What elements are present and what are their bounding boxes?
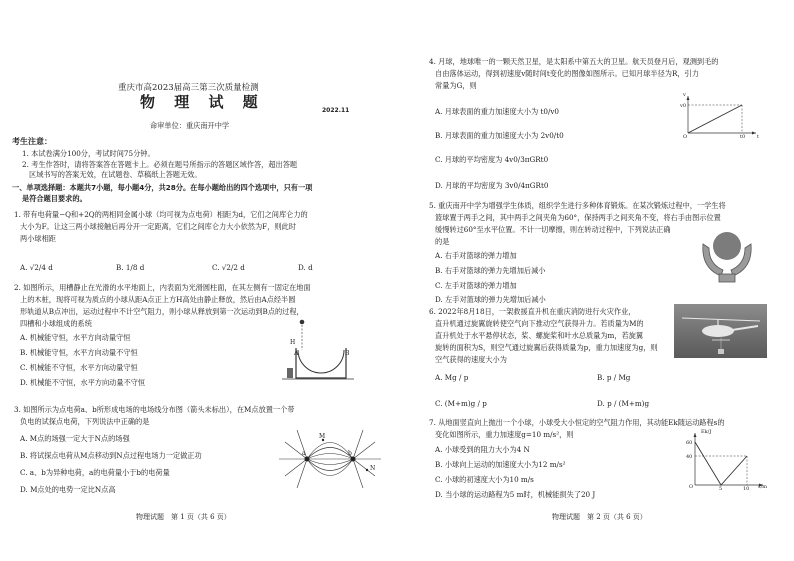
q1-option-d: D. d bbox=[298, 263, 313, 272]
page-footer: 物理试题 第 2 页（共 6 页） bbox=[552, 513, 647, 521]
q1-line: 大小为F。让这三两小球接触后再分开一定距离，它们之间库仑力大小依然为F，则此时 bbox=[20, 222, 296, 231]
q2-option-b: B. 机械能守恒，水平方向动量不守恒 bbox=[20, 348, 138, 357]
q7-label-ek: Ek/J bbox=[701, 429, 712, 435]
section-heading-b: 是符合题目要求的。 bbox=[22, 194, 87, 203]
q6-line: 直升机通过旋翼旋转使空气向下推动空气获得升力。若质量为M的 bbox=[435, 319, 644, 328]
q3-label-a: a bbox=[302, 450, 306, 457]
q6-line: 旋转的面积为S，则空气通过旋翼后获得质量为p，重力加速度为g，则 bbox=[435, 343, 658, 352]
q4-option-c: C. 月球的平均密度为 4v0/3πGRt0 bbox=[435, 155, 549, 164]
q6-line: 空气获得的速度大小为 bbox=[435, 355, 507, 364]
q6-option-a: A. Mg / p bbox=[435, 373, 469, 382]
q4-label-v0: v0 bbox=[680, 103, 687, 109]
q2-option-a: A. 机械能守恒，水平方向动量守恒 bbox=[20, 333, 131, 342]
q2-line: 2. 如图所示，用槽静止在光滑的水平地面上，内表面为光滑圆柱面，在其左侧有一固定在地面 bbox=[14, 283, 311, 292]
q3-line: 负电的试探点电荷，下列说法中正确的是 bbox=[20, 417, 150, 426]
q2-line: 上的木桩，现将可视为质点的小球从距A点正上方H高处由静止释放，然后由A点经半圆 bbox=[20, 295, 296, 304]
q4-option-d: D. 月球的平均密度为 3v0/4πGRt0 bbox=[435, 181, 549, 190]
exam-page-2 bbox=[397, 0, 794, 561]
q5-line: 篮球置于两手之间，其中两手之间夹角为60°，保持两手之间夹角不变，将右手由图示位置 bbox=[435, 213, 721, 222]
q2-option-d: D. 机械能不守恒，水平方向动量不守恒 bbox=[20, 378, 146, 387]
q2-label-b: B bbox=[345, 350, 350, 357]
exam-header: 重庆市高2023届高三第三次质量检测 bbox=[118, 83, 259, 93]
q7-label-5: 5 bbox=[719, 486, 723, 492]
q7-kinetic-energy-graph bbox=[687, 430, 767, 490]
q5-line: 的是 bbox=[435, 237, 450, 246]
q7-option-a: A. 小球受到的阻力大小为4 N bbox=[435, 445, 530, 454]
q7-label-60: 60 bbox=[686, 440, 693, 446]
q4-label-origin: O bbox=[683, 134, 688, 140]
q6-option-b: B. p / Mg bbox=[597, 373, 631, 382]
q3-label-m: M bbox=[319, 433, 326, 440]
q2-line: 四槽和小球组成的系统 bbox=[20, 319, 92, 328]
q7-line: 变化如图所示，重力加速度g=10 m/s²，则 bbox=[435, 430, 574, 439]
section-heading-a: 一、单项选择题：本题共7小题，每小题4分，共28分。在每小题给出的四个选项中，只有一项 bbox=[12, 183, 313, 192]
q6-line: 6. 2022年8月18日，一架救援直升机在重庆消防进行火灾作业， bbox=[429, 307, 636, 316]
q7-label-40: 40 bbox=[686, 454, 693, 460]
q7-line: 7. 从地面竖直向上抛出一个小球，小球受大小恒定的空气阻力作用，其动能Ek随运动路程s的 bbox=[429, 418, 725, 427]
q2-label-a: A bbox=[294, 350, 299, 357]
q7-label-10: 10 bbox=[743, 486, 750, 492]
exam-date: 2022.11 bbox=[322, 107, 350, 114]
q1-option-b: B. 1/8 d bbox=[116, 263, 145, 272]
q2-half-pipe-figure bbox=[282, 318, 354, 386]
q4-line: 自由落体运动，得到初速度v随时间t变化的图像如图所示。已知月球半径为R，引力 bbox=[435, 69, 699, 78]
q6-helicopter-photo bbox=[674, 304, 767, 358]
q5-option-c: C. 左手对篮球的弹力增加 bbox=[435, 281, 517, 290]
q4-line: 4. 月球，地球唯一的一颗天然卫星，是太阳系中第五大的卫星。航天员登月后，观测到毛的 bbox=[429, 57, 719, 66]
q6-option-c: C. (M+m)g / p bbox=[435, 399, 487, 408]
notice-line-2a: 2. 考生作答时，请将答案答在答题卡上。必须在题号所指示的答题区域作答，超出答题 bbox=[22, 160, 298, 169]
q7-option-d: D. 当小球的运动路程为5 m时，机械能损失了20 J bbox=[435, 490, 596, 499]
q4-option-b: B. 月球表面的重力加速度大小为 2v0/t0 bbox=[435, 131, 564, 140]
q5-option-a: A. 右手对篮球的弹力增加 bbox=[435, 251, 517, 260]
page-footer: 物理试题 第 1 页（共 6 页） bbox=[136, 513, 231, 521]
q3-option-d: D. M点处的电势一定比N点高 bbox=[20, 485, 116, 494]
q1-option-a: A. √2/4 d bbox=[20, 263, 53, 272]
q7-option-b: B. 小球向上运动的加速度大小为12 m/s² bbox=[435, 460, 566, 469]
q7-option-c: C. 小球的初速度大小为10 m/s bbox=[435, 475, 534, 484]
q3-label-b: b bbox=[348, 450, 352, 457]
q4-option-a: A. 月球表面的重力加速度大小为 t0/v0 bbox=[435, 107, 559, 116]
q3-label-n: N bbox=[370, 465, 376, 472]
exam-setter: 命审单位：重庆南开中学 bbox=[150, 121, 230, 130]
q1-option-c: C. √2/2 d bbox=[212, 263, 245, 272]
q5-line: 缓慢转过60°至水平位置。不计一切摩擦，则在转动过程中，下列说法正确 bbox=[435, 225, 671, 234]
q4-label-v: v bbox=[683, 92, 686, 98]
q4-velocity-time-graph bbox=[680, 93, 760, 138]
q5-basketball-hands-figure bbox=[697, 226, 757, 284]
notice-title: 考生注意： bbox=[12, 137, 52, 146]
q3-line: 3. 如图所示为点电荷a、b所形成电场的电场线分布图（箭头未标出），在M点放置一个带 bbox=[14, 405, 295, 414]
q6-line: 直升机处于水平悬停状态，桨、螺旋桨和叶水总质量为m，若旋翼 bbox=[435, 331, 644, 340]
helicopter-icon bbox=[674, 304, 767, 358]
q2-option-c: C. 机械能不守恒，水平方向动量守恒 bbox=[20, 363, 138, 372]
notice-line-1: 1. 本试卷满分100分，考试时间75分钟。 bbox=[22, 149, 155, 158]
q1-line: 1. 带有电荷量−Q和+2Q的两相同金属小球（均可视为点电荷）相距为d，它们之间库仑力的 bbox=[14, 210, 308, 219]
q1-line: 两小球相距 bbox=[20, 234, 56, 243]
q2-line: 形轨道从B点冲出，运动过程中不计空气阻力，则小球从释放到第一次运动到B点的过程， bbox=[20, 307, 304, 316]
q3-option-a: A. M点的场强一定大于N点的场强 bbox=[20, 434, 130, 443]
q4-label-t: t bbox=[757, 134, 760, 140]
q4-label-t0: t0 bbox=[740, 134, 746, 140]
q5-option-b: B. 右手对篮球的弹力先增加后减小 bbox=[435, 266, 546, 275]
q7-label-s: s/m bbox=[758, 484, 767, 490]
exam-title: 物 理 试 题 bbox=[140, 93, 265, 111]
q5-option-d: D. 左手对篮球的弹力先增加后减小 bbox=[435, 295, 546, 304]
q7-label-origin: O bbox=[689, 484, 694, 490]
q5-line: 5. 重庆南开中学为增强学生体质，组织学生进行多种体育锻炼。在某次锻炼过程中，一学生将 bbox=[429, 201, 726, 210]
q3-electric-field-figure bbox=[275, 424, 385, 494]
q6-option-d: D. p / (M+m)g bbox=[597, 399, 650, 408]
q2-label-h: H bbox=[290, 339, 296, 346]
q3-option-c: C. a、b为异种电荷，a的电荷量小于b的电荷量 bbox=[20, 468, 170, 477]
q4-line: 常量为G，则 bbox=[435, 81, 477, 90]
notice-line-2b: 区域书写的答案无效，在试题卷、草稿纸上答题无效。 bbox=[29, 170, 202, 179]
q3-option-b: B. 将试探点电荷从M点移动到N点过程电场力一定做正功 bbox=[20, 451, 202, 460]
